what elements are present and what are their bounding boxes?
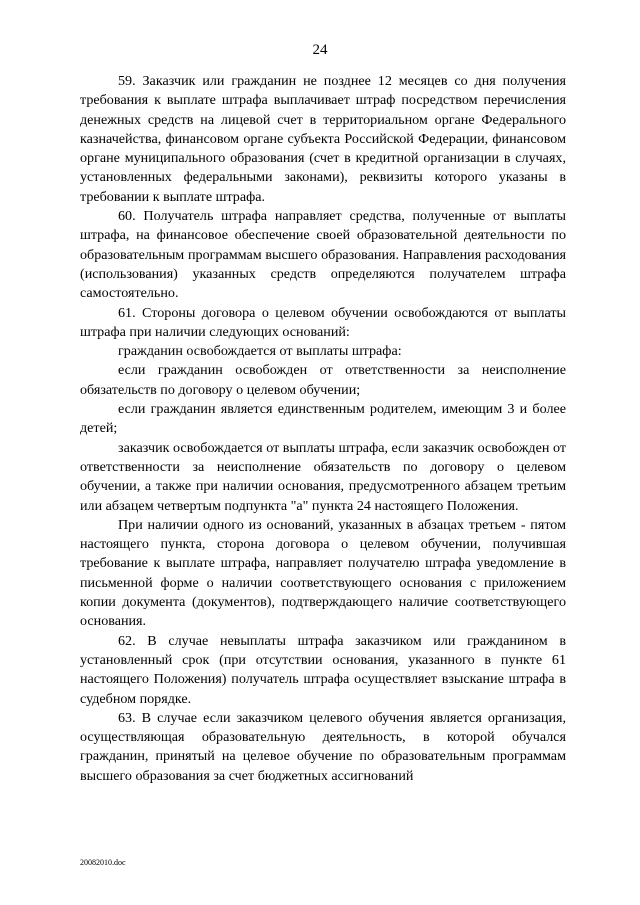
paragraph-63: 63. В случае если заказчиком целевого обучения является организация, осуществляющая образовательную деятельность, в которой обучался гражданин, принятый на целевое обучение по образовательным программам высшего образования за счет бюджетных ассигнований [80,709,566,784]
paragraph-60: 60. Получатель штрафа направляет средства, полученные от выплаты штрафа, на финансовое обеспечение своей образовательной деятельности по образовательным программам высшего образования. Направления расходования (использования) указанных средств определяются получателем штрафа самостоятельно. [80,208,566,302]
paragraph-59: 59. Заказчик или гражданин не позднее 12 месяцев со дня получения требования к выплате штрафа выплачивает штраф посредством перечисления денежных средств на лицевой счет в территориальном органе Федерального казначейства, финансовом органе субъекта Российской Федерации, финансовом органе муниципального образования (счет в кредитной организации в случаях, установленных федеральными законами), реквизиты которого указаны в требовании к выплате штрафа. [80,73,566,205]
page-number: 24 [312,42,328,58]
paragraph-61-citizen-condition-2: если гражданин является единственным родителем, имеющим 3 и более детей; [80,401,566,437]
paragraph-62: 62. В случае невыплаты штрафа заказчиком или гражданином в установленный срок (при отсутствии основания, указанного в пункте 61 настоящего Положения) получатель штрафа осуществляет взыскание штрафа в судебном порядке. [80,632,566,707]
paragraph-61-citizen-exempt: гражданин освобождается от выплаты штрафа: [118,343,402,360]
paragraph-61: 61. Стороны договора о целевом обучении освобождаются от выплаты штрафа при наличии следующих оснований: [80,304,566,340]
footer-filename: 20082010.doc [80,858,126,867]
document-body [80,72,566,786]
paragraph-61-notice: При наличии одного из оснований, указанных в абзацах третьем - пятом настоящего пункта, сторона договора о целевом обучении, получившая требование к выплате штрафа, направляет получателю штрафа уведомление в письменной форме о наличии соответствующего основания с приложением копии документа (документов), подтверждающего наличие соответствующего основания. [80,516,566,630]
paragraph-61-citizen-condition-1: если гражданин освобожден от ответственности за неисполнение обязательств по договору о целевом обучении; [80,362,566,398]
paragraph-61-customer-exempt: заказчик освобождается от выплаты штрафа, если заказчик освобожден от ответственности за неисполнение обязательств по договору о целевом обучении, а также при наличии основания, предусмотренного абзацем третьим или абзацем четвертым подпункта "а" пункта 24 настоящего Положения. [80,439,566,514]
